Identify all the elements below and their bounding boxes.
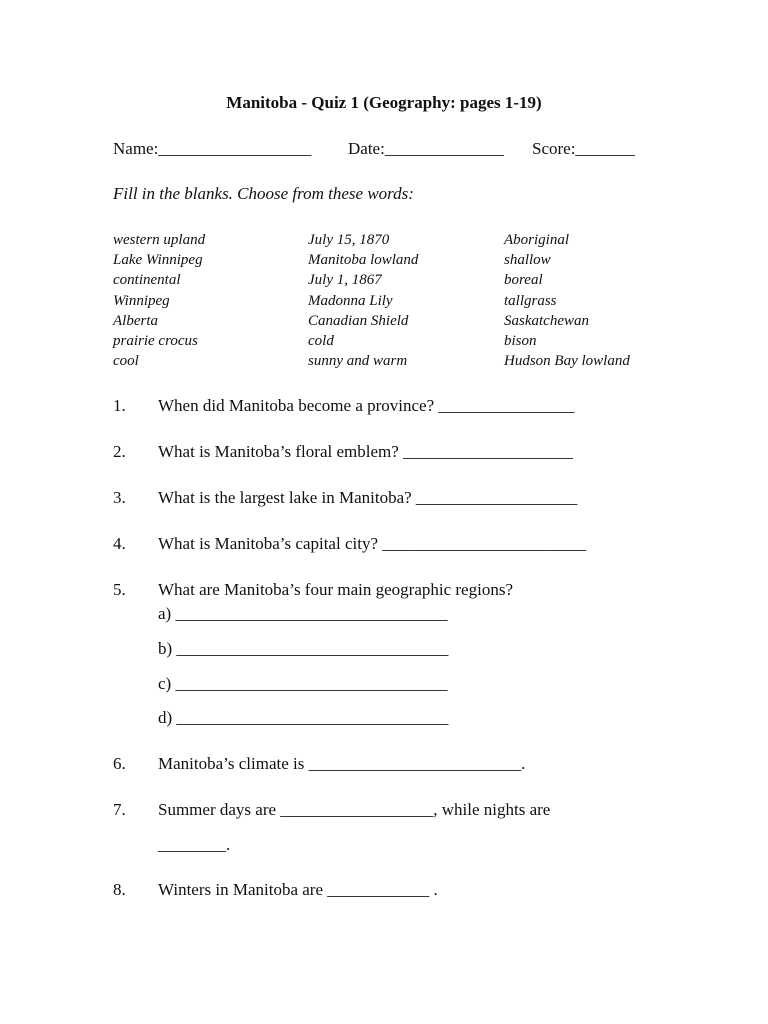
question-text: What are Manitoba’s four main geographic regions? (158, 580, 513, 599)
question-5 (113, 579, 513, 667)
question-8 (113, 879, 438, 967)
question-number: 6. (113, 754, 126, 773)
question-text[interactable]: Summer days are __________________, while nights are (158, 800, 551, 819)
word-bank-item: Hudson Bay lowland (504, 353, 630, 370)
word-bank-item: Lake Winnipeg (113, 252, 203, 269)
word-bank-item: boreal (504, 272, 543, 289)
word-bank-item: prairie crocus (113, 333, 198, 350)
word-bank-item: July 1, 1867 (308, 272, 382, 289)
question-number: 1. (113, 396, 126, 415)
word-bank-item: cold (308, 333, 334, 350)
question-text[interactable]: When did Manitoba become a province? ________________ (158, 396, 575, 415)
word-bank-item: July 15, 1870 (308, 232, 390, 248)
question-number: 4. (113, 534, 126, 553)
word-bank-item: bison (504, 333, 537, 350)
name-field[interactable]: Name:__________________ (113, 139, 312, 158)
word-bank-item: sunny and warm (308, 353, 408, 370)
word-bank-item: western upland (113, 232, 206, 248)
word-bank-item: Aboriginal (504, 232, 570, 248)
question-number: 7. (113, 800, 126, 819)
question-number: 8. (113, 880, 126, 899)
question-number: 2. (113, 442, 126, 461)
word-bank-item: continental (113, 272, 181, 289)
word-bank-item: Canadian Shield (308, 312, 409, 329)
word-bank-item: Winnipeg (113, 292, 170, 309)
question-text[interactable]: What is Manitoba’s capital city? ________________________ (158, 534, 587, 553)
word-bank-column-3 (504, 230, 630, 371)
word-bank-item: Manitoba lowland (308, 252, 419, 269)
word-bank-item: Madonna Lily (308, 292, 393, 309)
question-number: 5. (113, 580, 126, 599)
question-text[interactable]: Winters in Manitoba are ____________ . (158, 880, 438, 899)
word-bank-item: cool (113, 353, 139, 370)
date-field[interactable]: Date:______________ (348, 139, 504, 158)
instructions: Fill in the blanks. Choose from these words: (113, 184, 414, 203)
score-field[interactable]: Score:_______ (532, 139, 635, 158)
word-bank-item: shallow (504, 252, 551, 269)
word-bank-item: Saskatchewan (504, 312, 589, 329)
word-bank-item: tallgrass (504, 292, 557, 309)
word-bank-column-2 (308, 230, 418, 371)
q7-continuation-blank[interactable]: ________. (158, 835, 231, 854)
question-text[interactable]: What is Manitoba’s floral emblem? ____________________ (158, 442, 574, 461)
question-number: 3. (113, 488, 126, 507)
question-7 (113, 799, 551, 887)
q5-answer-b[interactable]: b) ________________________________ (158, 639, 449, 658)
word-bank-column-1 (113, 230, 205, 371)
q5-answer-a[interactable]: a) ________________________________ (158, 604, 448, 623)
word-bank-item: Alberta (113, 312, 158, 329)
q5-answer-c[interactable]: c) ________________________________ (158, 674, 448, 693)
question-text[interactable]: What is the largest lake in Manitoba? ___________________ (158, 488, 578, 507)
page-title: Manitoba - Quiz 1 (Geography: pages 1-19) (226, 93, 542, 112)
q5-answer-d[interactable]: d) ________________________________ (158, 708, 449, 727)
question-text[interactable]: Manitoba’s climate is _________________________. (158, 754, 526, 773)
